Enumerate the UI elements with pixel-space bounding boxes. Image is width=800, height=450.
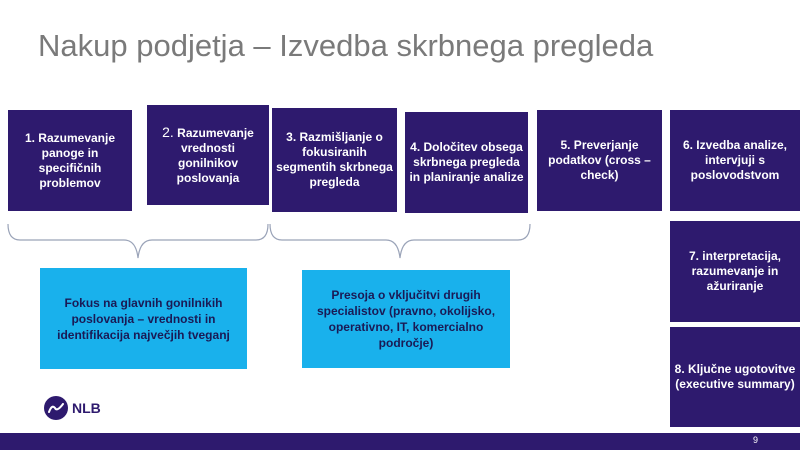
nlb-logo-icon xyxy=(44,396,68,420)
step-5-box xyxy=(537,110,662,211)
page-number: 9 xyxy=(752,435,758,445)
focus-note-box xyxy=(40,268,247,369)
focus-note-text: Fokus na glavnih gonilnikih poslovanja – vrednosti in identifikacija največjih tveganj xyxy=(57,295,230,342)
footer-bar xyxy=(0,433,800,450)
step-7-label: 7. interpretacija, razumevanje in ažuriranje xyxy=(688,249,782,293)
step-6-box xyxy=(670,110,800,211)
step-2-text xyxy=(151,125,265,186)
step-3-label: 3. Razmišljanje o fokusiranih segmentih skrbnega pregleda xyxy=(276,130,393,189)
step-1-label: 1. Razumevanje panoge in specifičnih problemov xyxy=(24,130,116,190)
step-5-label: 5. Preverjanje podatkov (cross – check) xyxy=(548,138,651,182)
step-8-box xyxy=(670,327,800,427)
step-8-label: 8. Ključne ugotovitve (executive summary) xyxy=(674,362,796,391)
step-2-number: 2. xyxy=(162,123,174,140)
specialists-note-text: Presoja o vključitvi drugih specialistov (pravno, okolijsko, operativno, IT, komercialno področje) xyxy=(316,288,496,350)
step-2-label: Razumevanje vrednosti gonilnikov poslovanja xyxy=(176,125,254,185)
step-2-box xyxy=(147,105,269,205)
step-7-box xyxy=(670,221,800,322)
step-3-box xyxy=(272,108,397,212)
right-brace xyxy=(268,222,532,262)
slide-title: Nakup podjetja – Izvedba skrbnega pregleda xyxy=(38,28,654,63)
nlb-logo xyxy=(44,396,101,420)
step-1-box xyxy=(8,110,132,211)
step-6-label: 6. Izvedba analize, intervjuji s poslovodstvom xyxy=(682,138,788,182)
step-4-label: 4. Določitev obsega skrbnega pregleda in planiranje analize xyxy=(409,140,524,184)
nlb-logo-text: NLB xyxy=(72,400,101,416)
specialists-note-box xyxy=(302,270,510,368)
left-brace xyxy=(6,222,270,262)
step-4-box xyxy=(405,112,528,213)
